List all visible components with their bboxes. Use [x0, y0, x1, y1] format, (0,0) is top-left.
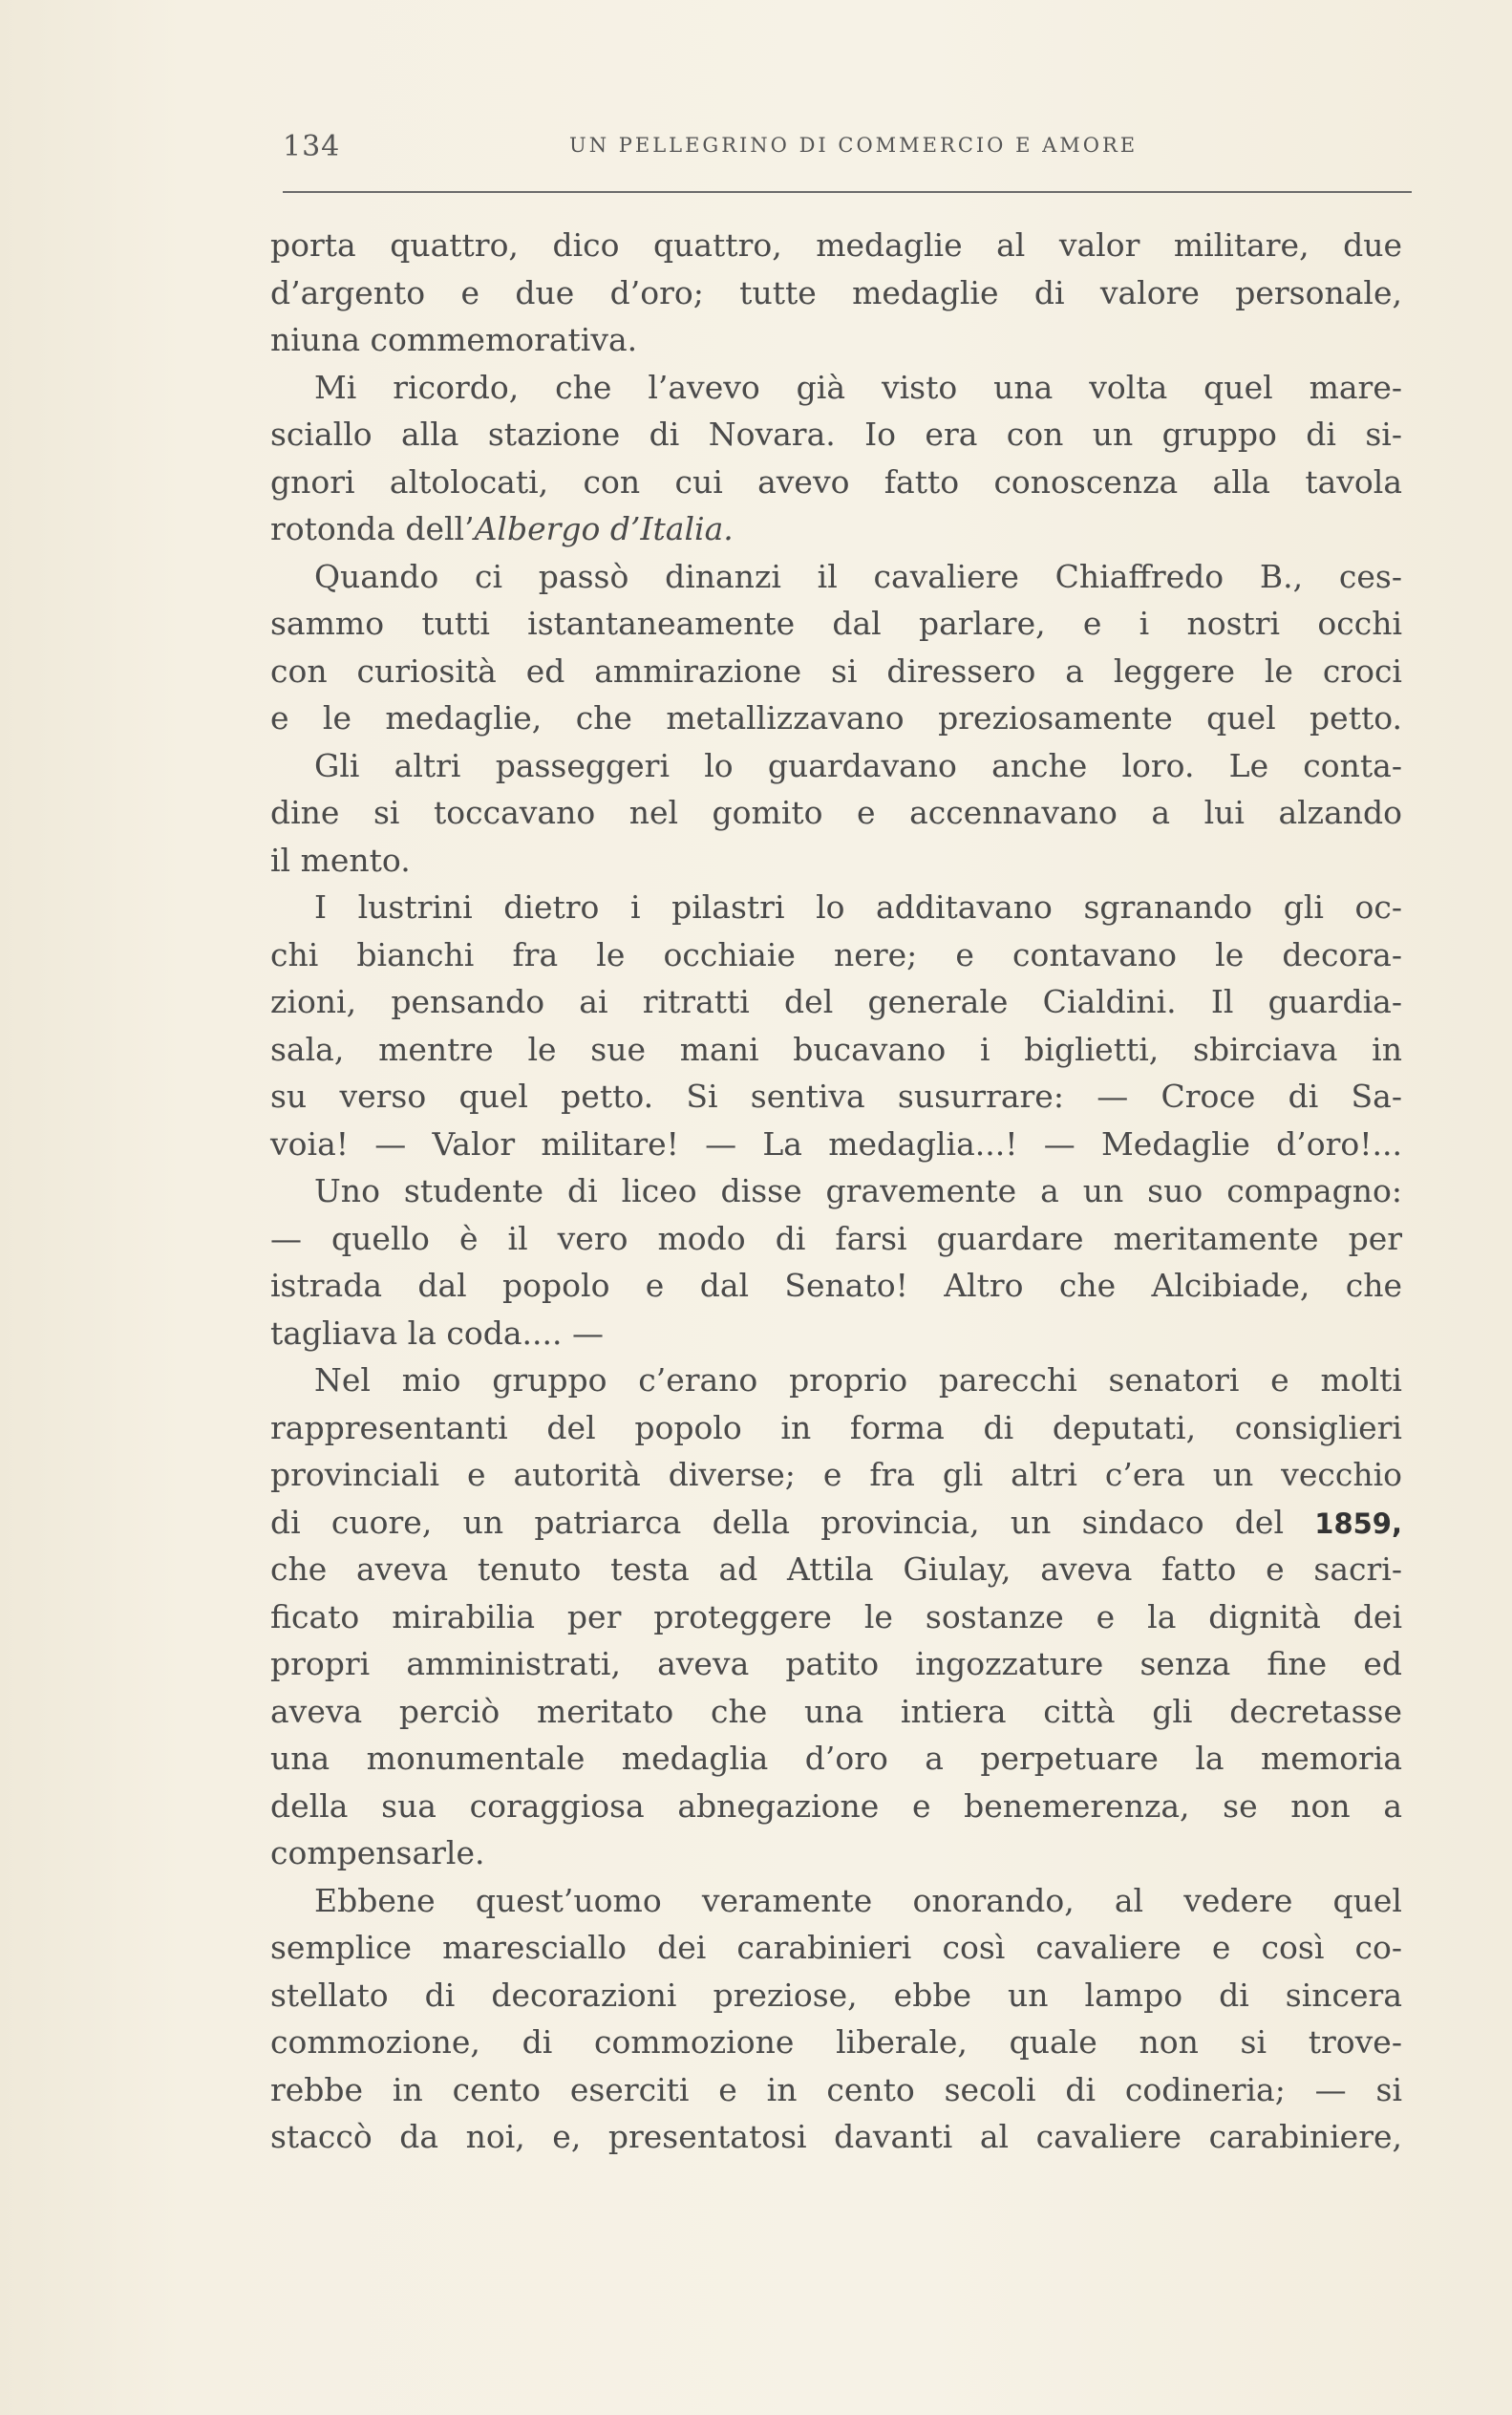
text-line: zioni, pensando ai ritratti del generale Cialdini. Il guardia- — [270, 983, 1402, 1020]
text-fragment: di cuore, un patriarca della provincia, un sindaco del — [270, 1503, 1315, 1541]
text-line: rebbe in cento eserciti e in cento secoli di codineria; — si — [270, 2070, 1402, 2108]
text-fragment: rotonda dell’ — [270, 510, 475, 547]
text-line: Gli altri passeggeri lo guardavano anche loro. Le conta- — [314, 746, 1402, 784]
text-line: chi bianchi fra le occhiaie nere; e contavano le decora- — [270, 935, 1402, 973]
body-text — [270, 222, 1402, 2161]
page-header — [283, 126, 1410, 168]
text-line: Ebbene quest’uomo veramente onorando, al vedere quel — [314, 1881, 1402, 1919]
text-line: provinciali e autorità diverse; e fra gli altri c’era un vecchio — [270, 1456, 1402, 1493]
text-line: voia! — Valor militare! — La medaglia...! — Medaglie d’oro!... — [270, 1124, 1402, 1163]
text-line: della sua coraggiosa abnegazione e benemerenza, se non a — [270, 1786, 1402, 1825]
text-line: semplice maresciallo dei carabinieri così cavaliere e così co- — [270, 1929, 1402, 1966]
text-line: che aveva tenuto testa ad Attila Giulay, aveva fatto e sacri- — [270, 1550, 1402, 1588]
header-rule — [283, 191, 1412, 193]
text-line: sammo tutti istantaneamente dal parlare, e i nostri occhi — [270, 605, 1402, 642]
text-line: Quando ci passò dinanzi il cavaliere Chiaffredo B., ces- — [314, 557, 1402, 595]
text-line: il mento. — [270, 841, 411, 879]
text-line: su verso quel petto. Si sentiva susurrare: — Croce di Sa- — [270, 1078, 1402, 1115]
text-line: sala, mentre le sue mani bucavano i biglietti, sbirciava in — [270, 1030, 1402, 1068]
text-line: d’argento e due d’oro; tutte medaglie di valore personale, — [270, 273, 1402, 311]
text-line: staccò da noi, e, presentatosi davanti al cavaliere carabiniere, — [270, 2118, 1402, 2155]
italic-fragment: Albergo d’Italia. — [474, 510, 734, 547]
running-title: UN PELLEGRINO DI COMMERCIO E AMORE — [569, 134, 1139, 157]
text-line: dine si toccavano nel gomito e accennavano a lui alzando — [270, 794, 1402, 831]
text-line: porta quattro, dico quattro, medaglie al valor militare, due — [270, 226, 1402, 264]
text-line: stellato di decorazioni preziose, ebbe un lampo di sincera — [270, 1976, 1402, 2014]
text-line: una monumentale medaglia d’oro a perpetuare la memoria — [270, 1740, 1402, 1777]
bold-year: 1859, — [1314, 1507, 1402, 1540]
text-line: — quello è il vero modo di farsi guardare meritamente per — [270, 1219, 1402, 1257]
text-line — [270, 1499, 1402, 1547]
text-line: rappresentanti del popolo in forma di deputati, consiglieri — [270, 1408, 1402, 1446]
text-line: niuna commemorativa. — [270, 321, 638, 358]
text-line: gnori altolocati, con cui avevo fatto conoscenza alla tavola — [270, 462, 1402, 501]
page-number: 134 — [283, 130, 341, 163]
text-line: istrada dal popolo e dal Senato! Altro che Alcibiade, che — [270, 1267, 1402, 1304]
text-line: Mi ricordo, che l’avevo già visto una volta quel mare- — [314, 368, 1402, 406]
text-line: e le medaglie, che metallizzavano preziosamente quel petto. — [270, 699, 1402, 737]
text-line: compensarle. — [270, 1834, 485, 1871]
text-line: ficato mirabilia per proteggere le sostanze e la dignità dei — [270, 1597, 1402, 1635]
text-line: Nel mio gruppo c’erano proprio parecchi senatori e molti — [314, 1361, 1402, 1399]
text-line — [270, 505, 1402, 553]
text-line: aveva perciò meritato che una intiera città gli decretasse — [270, 1692, 1402, 1730]
text-line: tagliava la coda.... — — [270, 1314, 604, 1352]
text-line: I lustrini dietro i pilastri lo additavano sgranando gli oc- — [314, 888, 1402, 926]
text-line: sciallo alla stazione di Novara. Io era con un gruppo di si- — [270, 416, 1402, 453]
text-line: propri amministrati, aveva patito ingozzature senza fine ed — [270, 1645, 1402, 1682]
text-line: commozione, di commozione liberale, quale non si trove- — [270, 2023, 1402, 2061]
text-line: con curiosità ed ammirazione si diressero a leggere le croci — [270, 652, 1402, 690]
text-line: Uno studente di liceo disse gravemente a un suo compagno: — [314, 1172, 1402, 1209]
